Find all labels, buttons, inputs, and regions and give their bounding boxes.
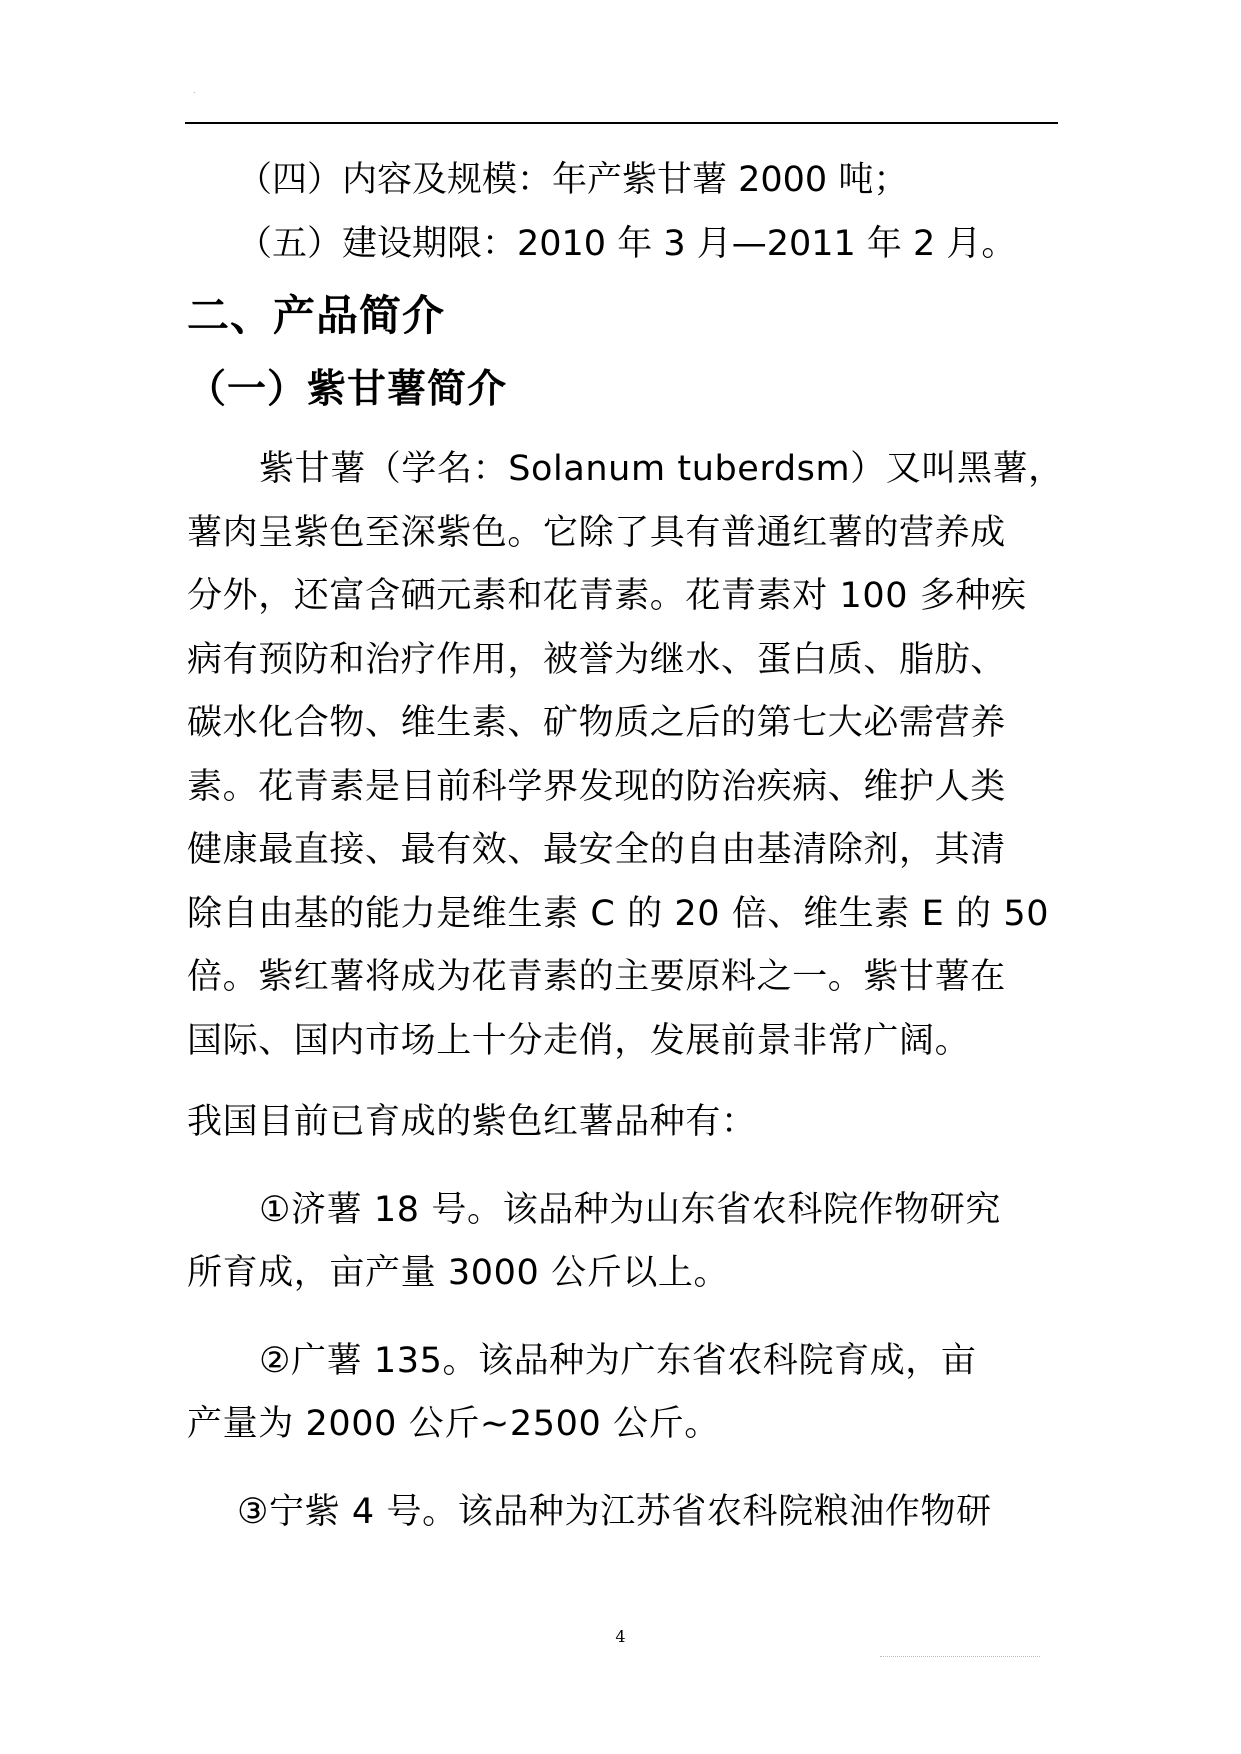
paragraph-line: 薯肉呈紫色至深紫色。它除了具有普通红薯的营养成 — [187, 512, 1006, 553]
paragraph-line: ②广薯 135。该品种为广东省农科院育成，亩 — [259, 1340, 977, 1381]
paragraph-line: 所育成，亩产量 3000 公斤以上。 — [187, 1253, 730, 1293]
paragraph-line: 产量为 2000 公斤~2500 公斤。 — [187, 1404, 720, 1444]
item-line-5: （五）建设期限：2010 年 3 月—2011 年 2 月。 — [237, 224, 1017, 264]
paragraph-line: ③宁紫 4 号。该品种为江苏省农科院粮油作物研 — [237, 1491, 992, 1532]
paragraph-line: 素。花青素是目前科学界发现的防治疾病、维护人类 — [187, 766, 1006, 807]
variety-item-3 — [187, 1481, 1057, 1545]
variety-item-1 — [187, 1179, 1057, 1306]
paragraph-line: ①济薯 18 号。该品种为山东省农科院作物研究 — [259, 1189, 1001, 1230]
page-number: 4 — [615, 1627, 626, 1646]
paragraph-line: 紫甘薯（学名：Solanum tuberdsm）又叫黑薯， — [259, 449, 1064, 489]
paragraph-line: 病有预防和治疗作用，被誉为继水、蛋白质、脂肪、 — [187, 639, 1006, 680]
paragraph-line: 倍。紫红薯将成为花青素的主要原料之一。紫甘薯在 — [187, 957, 1006, 997]
section-heading: 二、产品简介 — [187, 291, 446, 340]
header-mark: . — [193, 86, 196, 95]
header-rule — [185, 122, 1058, 124]
paragraph-line: 健康最直接、最有效、最安全的自由基清除剂，其清 — [187, 830, 1006, 870]
page-content — [187, 148, 1064, 1544]
paragraph-line: 碳水化合物、维生素、矿物质之后的第七大必需营养 — [187, 703, 1006, 743]
varieties-intro: 我国目前已育成的紫色红薯品种有： — [187, 1102, 757, 1142]
paragraph-line: 分外，还富含硒元素和花青素。花青素对 100 多种疾 — [187, 576, 1027, 616]
footer-dotted-rule — [880, 1656, 1040, 1657]
item-line-4: （四）内容及规模：年产紫甘薯 2000 吨； — [237, 160, 909, 200]
paragraph-line: 国际、国内市场上十分走俏，发展前景非常广阔。 — [187, 1020, 971, 1061]
subsection-heading: （一）紫甘薯简介 — [187, 367, 508, 412]
paragraph-line: 除自由基的能力是维生素 C 的 20 倍、维生素 E 的 50 — [187, 893, 1050, 934]
variety-item-2 — [187, 1330, 1057, 1457]
intro-paragraph — [187, 438, 1064, 1073]
